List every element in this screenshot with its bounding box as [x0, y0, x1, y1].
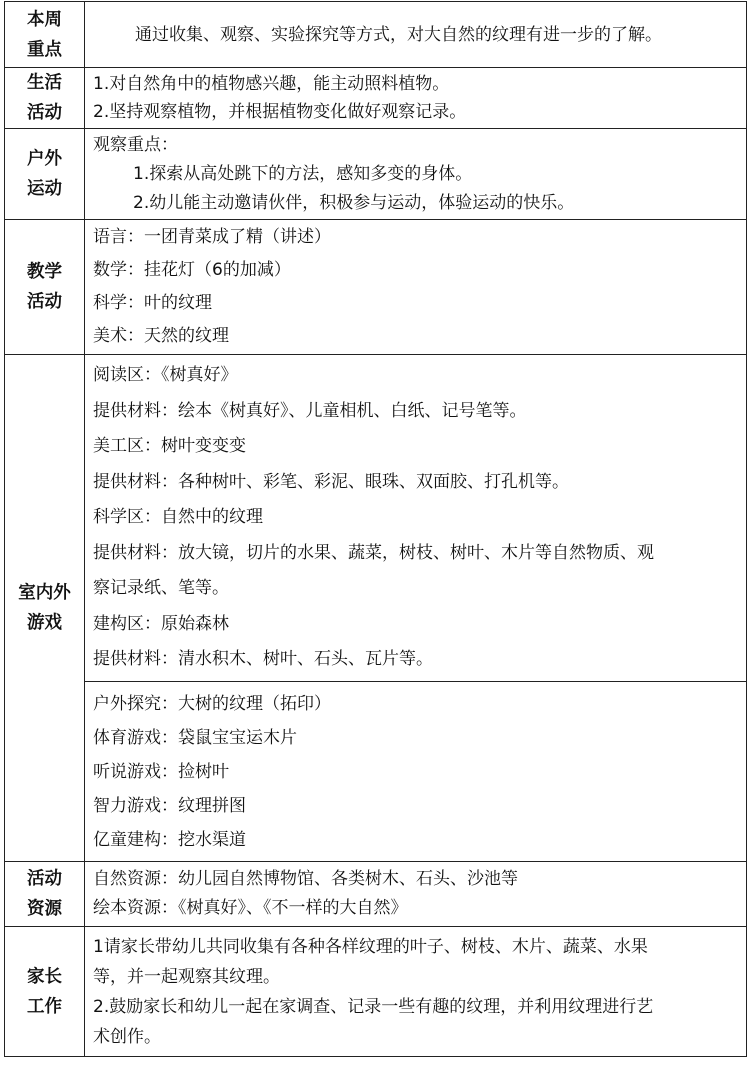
content-weekly-focus — [85, 2, 747, 68]
text-line: 语言：一团青菜成了精（讲述） — [93, 227, 331, 247]
text-line: 2.鼓励家长和幼儿一起在家调查、记录一些有趣的纹理，并利用纹理进行艺 — [93, 996, 654, 1017]
text-line: 户外探究：大树的纹理（拓印） — [93, 693, 331, 714]
text-line: 科学：叶的纹理 — [93, 293, 212, 313]
row-teaching-activity — [5, 220, 747, 355]
text-line: 通过收集、观察、实验探究等方式，对大自然的纹理有进一步的了解。 — [135, 24, 662, 45]
text-line: 智力游戏：纹理拼图 — [93, 795, 246, 816]
header-text: 活动 — [27, 869, 62, 889]
header-text: 重点 — [27, 39, 62, 60]
row-weekly-focus — [5, 2, 747, 68]
text-line: 2.幼儿能主动邀请伙伴，积极参与运动，体验运动的快乐。 — [133, 192, 575, 213]
text-line: 1.对自然角中的植物感兴趣，能主动照料植物。 — [93, 74, 450, 94]
text-line: 阅读区：《树真好》 — [93, 365, 238, 386]
header-text: 教学 — [27, 262, 62, 282]
text-line: 提供材料：绘本《树真好》、儿童相机、白纸、记号笔等。 — [93, 400, 527, 421]
header-text: 工作 — [27, 996, 62, 1017]
header-text: 家长 — [27, 966, 62, 987]
content-resources — [85, 862, 747, 927]
header-games — [5, 355, 85, 862]
header-life-activity — [5, 68, 85, 129]
content-games-indoor — [85, 355, 747, 682]
header-text: 室内外 — [18, 583, 71, 603]
content-outdoor-exercise — [85, 129, 747, 220]
row-games-indoor — [5, 355, 747, 682]
text-line: 提供材料：清水积木、树叶、石头、瓦片等。 — [93, 649, 433, 670]
text-line: 察记录纸、笔等。 — [93, 578, 229, 599]
header-weekly-focus — [5, 2, 85, 68]
text-line: 绘本资源：《树真好》、《不一样的大自然》 — [93, 898, 408, 918]
header-text: 生活 — [27, 73, 62, 93]
section-title: 观察重点： — [93, 134, 178, 155]
text-line: 提供材料：各种树叶、彩笔、彩泥、眼珠、双面胶、打孔机等。 — [93, 471, 569, 492]
text-line: 术创作。 — [93, 1026, 161, 1047]
text-line: 2.坚持观察植物，并根据植物变化做好观察记录。 — [93, 102, 467, 122]
text-line: 美工区：树叶变变变 — [93, 436, 246, 457]
header-teaching-activity — [5, 220, 85, 355]
text-line: 建构区：原始森林 — [93, 613, 229, 634]
text-line: 科学区：自然中的纹理 — [93, 507, 263, 528]
content-life-activity — [85, 68, 747, 129]
header-text: 本周 — [27, 9, 62, 30]
content-games-outdoor — [85, 682, 747, 862]
text-line: 亿童建构：挖水渠道 — [93, 829, 246, 850]
text-line: 1请家长带幼儿共同收集有各种各样纹理的叶子、树枝、木片、蔬菜、水果 — [93, 936, 648, 957]
header-text: 资源 — [27, 899, 62, 919]
content-parent-work — [85, 927, 747, 1057]
text-line: 等，并一起观察其纹理。 — [93, 966, 280, 987]
header-text: 户外 — [27, 149, 62, 169]
header-text: 游戏 — [27, 613, 62, 633]
header-text: 运动 — [27, 179, 62, 199]
text-line: 自然资源：幼儿园自然博物馆、各类树木、石头、沙池等 — [93, 869, 518, 889]
header-resources — [5, 862, 85, 927]
header-text: 活动 — [27, 292, 62, 312]
row-outdoor-exercise — [5, 129, 747, 220]
content-teaching-activity — [85, 220, 747, 355]
weekly-plan-table — [4, 1, 747, 1057]
row-games-outdoor — [5, 682, 747, 862]
row-parent-work — [5, 927, 747, 1057]
text-line: 提供材料：放大镜，切片的水果、蔬菜，树枝、树叶、木片等自然物质、观 — [93, 542, 654, 563]
row-life-activity — [5, 68, 747, 129]
header-outdoor-exercise — [5, 129, 85, 220]
text-line: 美术：天然的纹理 — [93, 326, 229, 346]
header-parent-work — [5, 927, 85, 1057]
text-line: 听说游戏：捡树叶 — [93, 761, 229, 782]
text-line: 1.探索从高处跳下的方法，感知多变的身体。 — [133, 163, 473, 184]
text-line: 体育游戏：袋鼠宝宝运木片 — [93, 727, 297, 748]
header-text: 活动 — [27, 103, 62, 123]
weekly-plan-document — [4, 1, 746, 1072]
row-resources — [5, 862, 747, 927]
text-line: 数学：挂花灯（6的加减） — [93, 260, 291, 280]
